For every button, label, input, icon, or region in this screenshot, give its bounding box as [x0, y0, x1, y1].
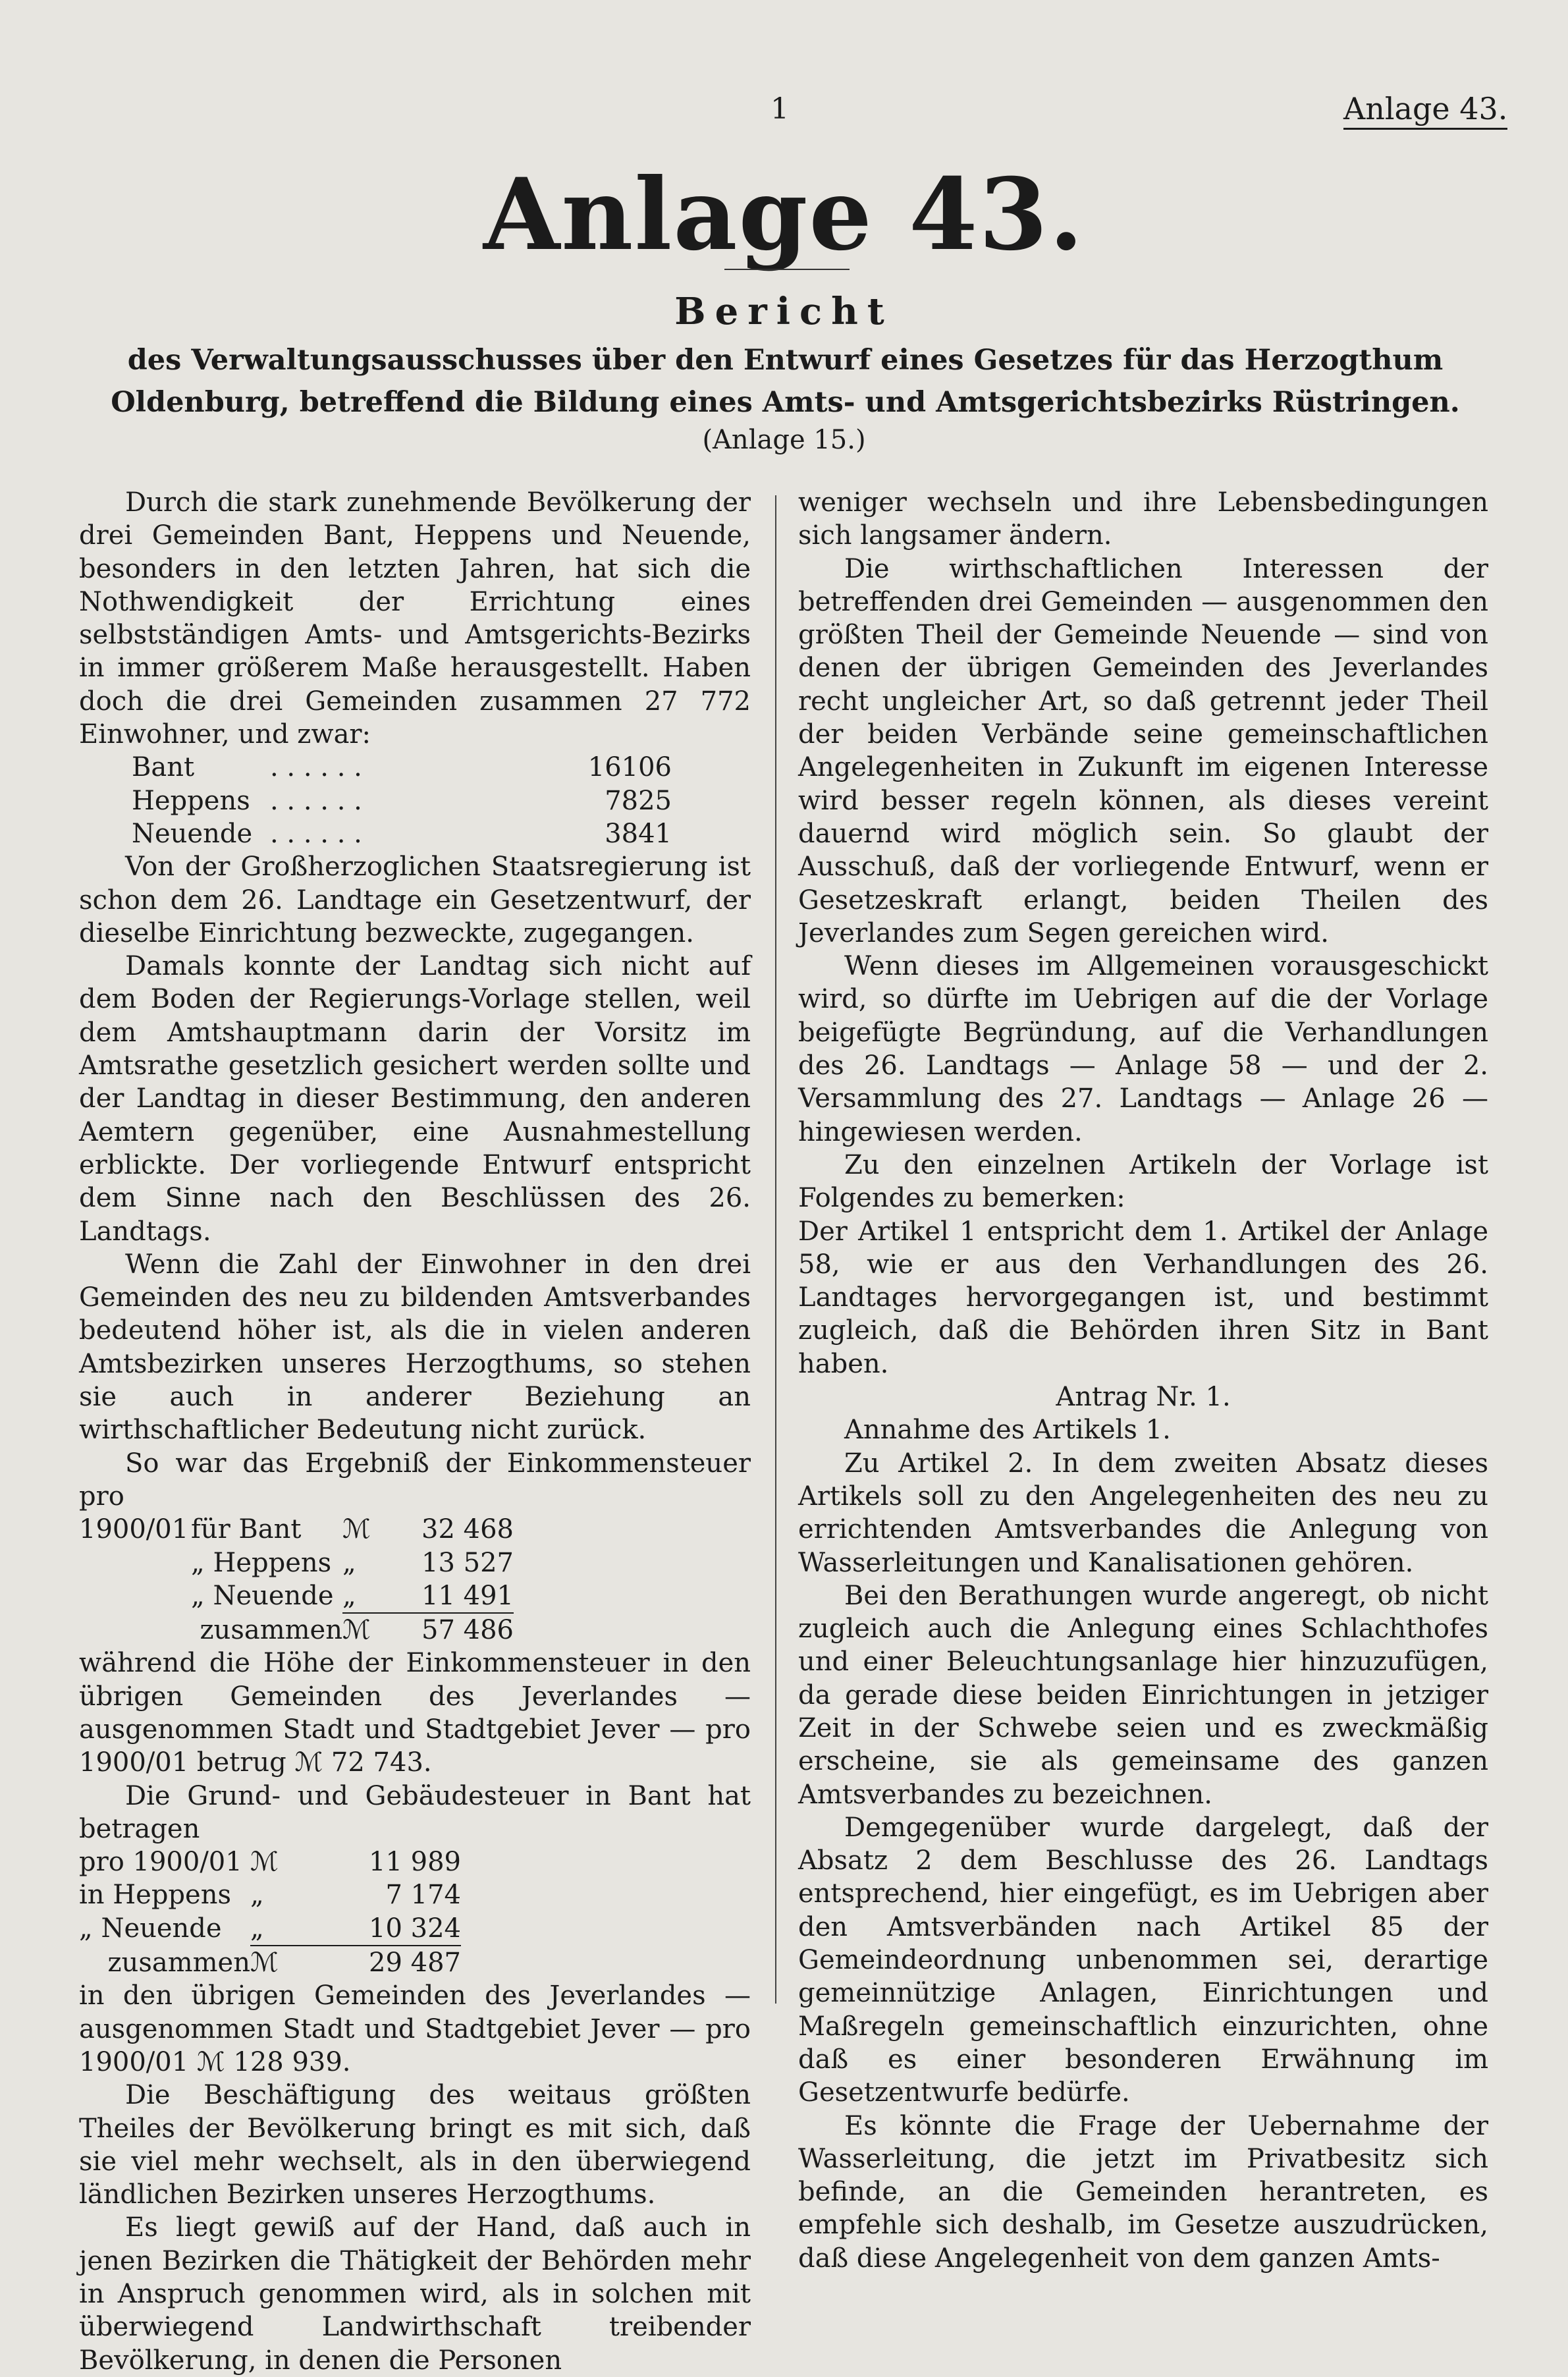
total-label: zusammen — [200, 1614, 342, 1645]
population-value: 3841 — [605, 818, 672, 849]
document-title: Anlage 43. — [483, 157, 1085, 273]
land-tax-table — [79, 1845, 461, 1979]
report-subtitle: des Verwaltungsausschusses über den Entwurf eines Gesetzes für das Herzogthum Oldenburg, betreffend die Bildung eines Amts- und Amtsgerichtsbezirks Rüstringen. — [111, 344, 1460, 419]
currency-mark: ℳ — [342, 1514, 371, 1545]
paragraph: Die Beschäftigung des weitaus größten Theiles der Bevölkerung bringt es mit sich, daß sie viel mehr wechselt, als in den überwiegend ländlichen Bezirken unseres Herzogthums. — [79, 2080, 751, 2210]
income-tax-table — [79, 1513, 514, 1647]
table-row — [79, 1579, 514, 1613]
left-column — [79, 486, 751, 2377]
population-table — [132, 751, 672, 850]
currency-mark: ℳ — [250, 1847, 279, 1878]
tax-value: 11 989 — [369, 1847, 461, 1878]
table-row — [132, 817, 672, 850]
population-value: 7825 — [605, 785, 672, 816]
paragraph: So war das Ergebniß der Einkommensteuer pro — [79, 1448, 751, 1512]
paragraph: Annahme des Artikels 1. — [844, 1415, 1171, 1446]
paragraph: Zu den einzelnen Artikeln der Vorlage ist Folgendes zu bemerken: — [798, 1149, 1488, 1214]
leader-dots: . . . . . . — [270, 818, 362, 849]
row-label: in Heppens — [79, 1880, 231, 1911]
table-row — [79, 1912, 461, 1946]
currency-mark: „ — [342, 1547, 356, 1578]
paragraph: in den übrigen Gemeinden des Jeverlandes — ausgenommen Stadt und Stadtgebiet Jever — pro 1900/01 ℳ 128 939. — [79, 1981, 751, 2077]
paragraph: Zu Artikel 2. In dem zweiten Absatz dieses Artikels soll zu den Angelegenheiten des neu zu errichtenden Amtsverbandes die Anlegung von Wasserleitungen und Kanalisationen gehören. — [798, 1448, 1488, 1578]
leader-dots: . . . . . . — [270, 752, 362, 783]
tax-value: 11 491 — [382, 1579, 514, 1613]
currency-mark: „ — [250, 1880, 264, 1911]
municipality-name: Bant — [132, 752, 195, 783]
municipality-name: Heppens — [132, 785, 250, 816]
total-row — [79, 1613, 514, 1647]
total-value: 29 487 — [369, 1948, 461, 1979]
paragraph: Wenn dieses im Allgemeinen vorausgeschickt wird, so dürfte im Uebrigen auf die der Vorlage beigefügte Begründung, auf die Verhandlungen des 26. Landtags — Anlage 58 — und der 2. Versammlung des 27. Landtags — Anlage 26 — hingewiesen werden. — [798, 951, 1488, 1147]
paragraph: Von der Großherzoglichen Staatsregierung ist schon dem 26. Landtage ein Gesetzentwurf, der dieselbe Einrichtung bezweckte, zugegangen. — [79, 852, 751, 948]
paragraph: Die Grund- und Gebäudesteuer in Bant hat betragen — [79, 1780, 751, 1844]
total-label: zusammen — [107, 1947, 250, 1978]
row-label: pro 1900/01 — [79, 1847, 242, 1878]
motion-heading: Antrag Nr. 1. — [1056, 1382, 1231, 1413]
tax-year: 1900/01 — [79, 1514, 189, 1545]
total-row — [79, 1946, 461, 1979]
paragraph: Es könnte die Frage der Uebernahme der Wasserleitung, die jetzt im Privatbesitz sich befinde, an die Gemeinden herantreten, es empfehle sich deshalb, im Gesetze auszudrücken, daß diese Angelegenheit von dem ganzen Amts- — [798, 2110, 1488, 2274]
paragraph: Demgegenüber wurde dargelegt, daß der Absatz 2 dem Beschlusse des 26. Landtags entsprechend, hier eingefügt, es im Uebrigen aber den Amtsverbänden nach Artikel 85 der Gemeindeordnung unbenommen sei, derartige gemeinnützige Anlagen, Einrichtungen und Maßregeln gemeinschaftlich einzurichten, ohne daß es einer besonderen Erwähnung im Gesetzentwurfe bedürfe. — [798, 1812, 1488, 2108]
reference-note: (Anlage 15.) — [702, 425, 866, 455]
currency-mark: „ — [250, 1912, 303, 1946]
paragraph: Durch die stark zunehmende Bevölkerung der drei Gemeinden Bant, Heppens und Neuende, besonders in den letzten Jahren, hat sich die Nothwendigkeit der Errichtung eines selbstständigen Amts- und Amtsgerichts-Bezirks in immer größerem Maße herausgestellt. Haben doch die drei Gemeinden zusammen 27 772 Einwohner, und zwar: — [79, 487, 751, 750]
tax-value: 10 324 — [303, 1912, 461, 1946]
row-label: „ Neuende — [79, 1913, 222, 1944]
table-row — [132, 784, 672, 817]
paragraph: Es liegt gewiß auf der Hand, daß auch in jenen Bezirken die Thätigkeit der Behörden mehr in Anspruch genommen wird, als in solchen mit überwiegend Landwirthschaft treibender Bevölkerung, in denen die Personen — [79, 2212, 751, 2376]
table-row — [79, 1878, 461, 1911]
currency-mark: ℳ — [250, 1948, 279, 1979]
page-number: 1 — [770, 92, 789, 126]
table-row — [132, 751, 672, 784]
title-rule — [724, 269, 850, 270]
right-column — [798, 486, 1488, 2275]
tax-value: 7 174 — [385, 1880, 461, 1911]
paragraph: Bei den Berathungen wurde angeregt, ob nicht zugleich auch die Anlegung eines Schlachthofes und einer Beleuchtungsanlage hier hinzuzufügen, da gerade diese beiden Einrichtungen in jetziger Zeit in der Schwebe seien und es zweckmäßig erscheine, sie als gemeinsame des ganzen Amtsverbandes zu bezeichnen. — [798, 1580, 1488, 1810]
paragraph: Damals konnte der Landtag sich nicht auf dem Boden der Regierungs-Vorlage stellen, weil dem Amtshauptmann darin der Vorsitz im Amtsrathe gesetzlich gesichert werden sollte und der Landtag in dieser Bestimmung, den anderen Aemtern gegenüber, eine Ausnahmestellung erblickte. Der vorliegende Entwurf entspricht dem Sinne nach den Beschlüssen des 26. Landtags. — [79, 951, 751, 1247]
total-value: 57 486 — [421, 1615, 514, 1646]
currency-mark: „ — [342, 1579, 382, 1613]
table-row — [79, 1845, 461, 1878]
paragraph: weniger wechseln und ihre Lebensbedingungen sich langsamer ändern. — [798, 487, 1488, 551]
tax-value: 13 527 — [421, 1547, 514, 1578]
column-divider — [775, 495, 776, 2004]
report-heading: Bericht — [674, 290, 894, 333]
article-note: Der Artikel 1 entspricht dem 1. Artikel der Anlage 58, wie er aus den Verhandlungen des 26. Landtages hervorgegangen ist, und bestimmt zugleich, daß die Behörden ihren Sitz in Bant haben. — [798, 1216, 1488, 1379]
population-value: 16106 — [587, 752, 672, 783]
tax-value: 32 468 — [421, 1514, 514, 1545]
paragraph: während die Höhe der Einkommensteuer in den übrigen Gemeinden des Jeverlandes — ausgenommen Stadt und Stadtgebiet Jever — pro 1900/01 betrug ℳ 72 743. — [79, 1648, 751, 1778]
table-row — [79, 1513, 514, 1546]
paragraph: Wenn die Zahl der Einwohner in den drei Gemeinden des neu zu bildenden Amtsverbandes bedeutend höher ist, als die in vielen anderen Amtsbezirken unseres Herzogthums, so stehen sie auch in anderer Beziehung an wirthschaftlicher Bedeutung nicht zurück. — [79, 1249, 751, 1446]
municipality-name: Neuende — [132, 818, 253, 849]
annex-label: Anlage 43. — [1343, 91, 1507, 130]
row-label: „ Heppens — [191, 1547, 332, 1578]
table-row — [79, 1546, 514, 1579]
leader-dots: . . . . . . — [270, 785, 362, 816]
paragraph: Die wirthschaftlichen Interessen der betreffenden drei Gemeinden — ausgenommen den größten Theil der Gemeinde Neuende — sind von denen der übrigen Gemeinden des Jeverlandes recht ungleicher Art, so daß getrennt jeder Theil der beiden Verbände seine gemeinschaftlichen Angelegenheiten in Zukunft im eigenen Interesse wird besser regeln können, als dieses vereint dauernd wird möglich sein. So glaubt der Ausschuß, daß der vorliegende Entwurf, wenn er Gesetzeskraft erlangt, beiden Theilen des Jeverlandes zum Segen gereichen wird. — [798, 553, 1488, 948]
currency-mark: ℳ — [342, 1615, 371, 1646]
row-label: „ Neuende — [191, 1581, 334, 1612]
row-label: für Bant — [191, 1514, 302, 1545]
